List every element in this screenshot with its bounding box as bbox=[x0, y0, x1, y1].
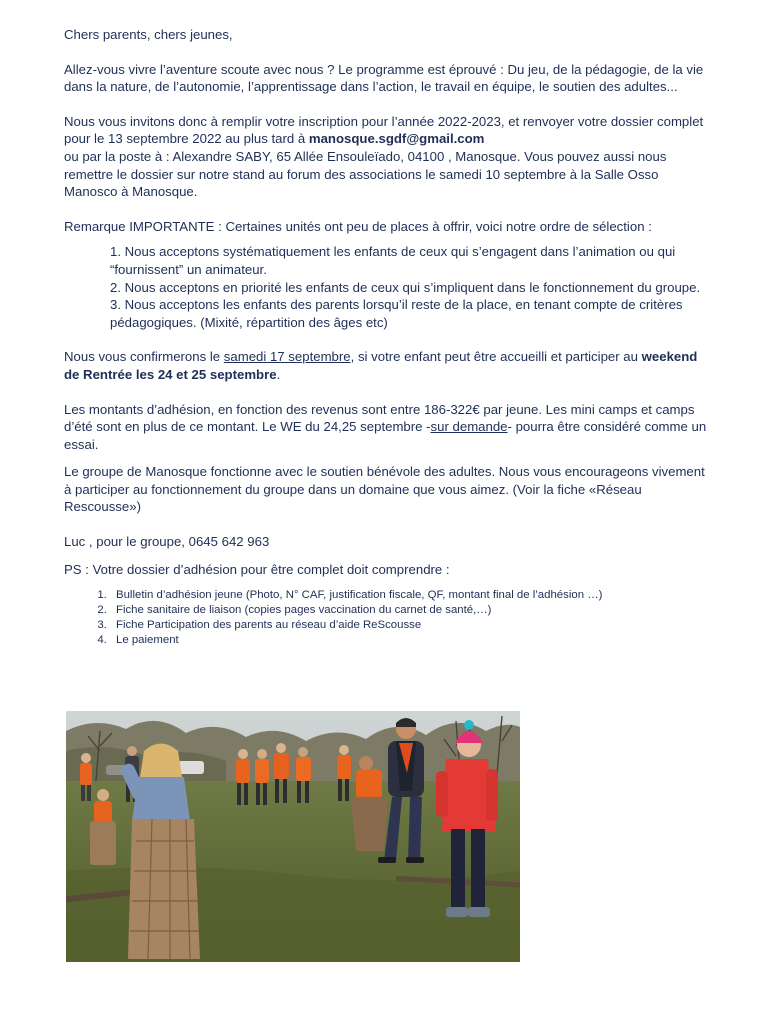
weekend-dates: weekend de Rentrée les 24 et 25 septembre bbox=[64, 349, 698, 382]
greeting: Chers parents, chers jeunes, bbox=[64, 27, 233, 42]
selection-item: 1. Nous acceptons systématiquement les enfants de ceux qui s’engagent dans l’animation ou qui “fournissent” un animateur. bbox=[110, 244, 676, 277]
selection-item: 3. Nous acceptons les enfants des parents lorsqu’il reste de la place, en tenant compte de critères pédagogiques. (Mixité, répartition des âges etc) bbox=[110, 297, 683, 330]
dossier-checklist bbox=[64, 588, 714, 648]
contact-line: Luc , pour le groupe, 0645 642 963 bbox=[64, 534, 270, 550]
checklist-item: 1. Bulletin d’adhésion jeune (Photo, N° CAF, justification fiscale, QF, montant final de l’adhésion …) bbox=[110, 588, 714, 603]
ps-intro: PS : Votre dossier d’adhésion pour être complet doit comprendre : bbox=[64, 561, 450, 577]
volunteer-paragraph: Le groupe de Manosque fonctionne avec le soutien bénévole des adultes. Nous vous encourageons vivement à participer au fonctionnement du groupe dans un domaine que vous aimez. (Voir la fiche «Réseau Rescousse») bbox=[64, 464, 705, 515]
checklist-item: 3. Fiche Participation des parents au réseau d’aide ReScousse bbox=[110, 618, 714, 633]
selection-list bbox=[64, 243, 714, 331]
invite-address: ou par la poste à : Alexandre SABY, 65 Allée Ensouleïado, 04100 , Manosque. Vous pouvez aussi nous remettre le dossier sur notre stand au forum des associations le samedi 10 septembre à la Salle Osso Manosco à Manosque. bbox=[64, 148, 667, 200]
invite-text: Nous vous invitons donc à remplir votre inscription pour l’année 2022-2023, et renvoyer votre dossier complet pour le 13 septembre 2022 au plus tard à bbox=[64, 113, 704, 147]
confirm-date: samedi 17 septembre bbox=[223, 349, 351, 365]
fees-text-end: - pourra être considéré comme un essai. bbox=[64, 419, 707, 452]
fees-paragraph bbox=[64, 401, 714, 454]
invite-paragraph bbox=[64, 113, 714, 201]
checklist-item: 2. Fiche sanitaire de liaison (copies pages vaccination du carnet de santé,…) bbox=[110, 603, 714, 618]
scouts-sack-race-photo bbox=[66, 711, 520, 962]
checklist-item: 4. Le paiement bbox=[110, 633, 714, 648]
confirm-text-end: . bbox=[276, 366, 281, 382]
confirm-text: Nous vous confirmerons le bbox=[64, 349, 224, 365]
remark-intro: Remarque IMPORTANTE : Certaines unités ont peu de places à offrir, voici notre ordre de sélection : bbox=[64, 218, 652, 234]
letter-body bbox=[64, 26, 714, 648]
contact-email: manosque.sgdf@gmail.com bbox=[308, 131, 485, 147]
intro-paragraph: Allez-vous vivre l’aventure scoute avec nous ? Le programme est éprouvé : Du jeu, de la pédagogie, de la vie dans la nature, de l’autonomie, l’apprentissage dans l’action, le travail en équipe, le soutien des adultes... bbox=[64, 61, 704, 95]
confirm-text-mid: , si votre enfant peut être accueilli et participer au bbox=[350, 349, 642, 365]
confirm-paragraph bbox=[64, 348, 714, 383]
selection-item: 2. Nous acceptons en priorité les enfants de ceux qui s’impliquent dans le fonctionnement du groupe. bbox=[110, 279, 701, 295]
fees-text: Les montants d’adhésion, en fonction des revenus sont entre 186-322€ par jeune. Les mini camps et camps d’été sont en plus de ce montant. Le WE du 24,25 septembre - bbox=[64, 401, 695, 435]
on-demand: sur demande bbox=[430, 419, 508, 435]
